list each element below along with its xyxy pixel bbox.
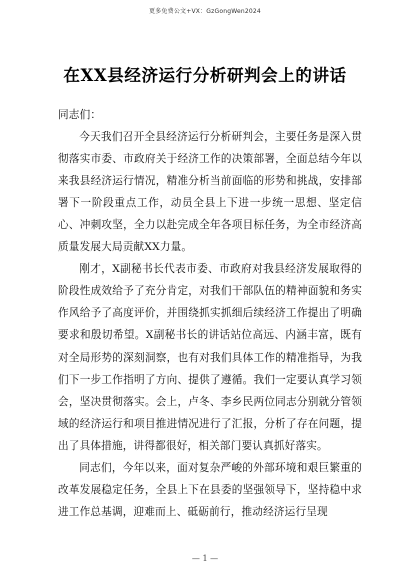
paragraph-1: 今天我们召开全县经济运行分析研判会，主要任务是深入贯彻落实市委、市政府关于经济工作的决策部署，全面总结今年以来我县经济运行情况，精准分析当前面临的形势和挑战，安排部署下一阶段重点工作，动员全县上下进一步统一思想、坚定信心、冲刺攻坚，全力以赴完成全年各项目标任务，为全市经济高质量发展大局贡献XX力量。 — [58, 131, 362, 254]
document-body — [58, 104, 362, 523]
salutation: 同志们： — [58, 109, 102, 121]
paragraph-2: 刚才，X副秘书长代表市委、市政府对我县经济发展取得的阶段性成效给予了充分肯定，对我们干部队伍的精神面貌和务实作风给予了高度评价，并围绕抓实抓细后续经济工作提出了明确要求和殷切希望。X副秘书长的讲话站位高远、内涵丰富，既有对全局形势的深刻洞察，也有对我们具体工作的精准指导，为我们下一步工作指明了方向、提供了遵循。我们一定要认真学习领会，坚决贯彻落实。会上，卢冬、李乡民两位同志分别就分管领域的经济运行和项目推进情况进行了汇报，分析了存在问题，提出了具体措施，讲得都很好，相关部门要认真抓好落实。 — [58, 263, 362, 452]
document-title: 在XX县经济运行分析研判会上的讲话 — [63, 66, 347, 85]
page-number: — 1 — — [191, 554, 219, 563]
header-banner: 更多免费公文+VX：GzGongWen2024 — [149, 8, 261, 15]
paragraph-3: 同志们，今年以来，面对复杂严峻的外部环境和艰巨繁重的改革发展稳定任务，全县上下在县委的坚强领导下，坚持稳中求进工作总基调，迎难而上、砥砺前行，推动经济运行呈现 — [58, 461, 362, 518]
